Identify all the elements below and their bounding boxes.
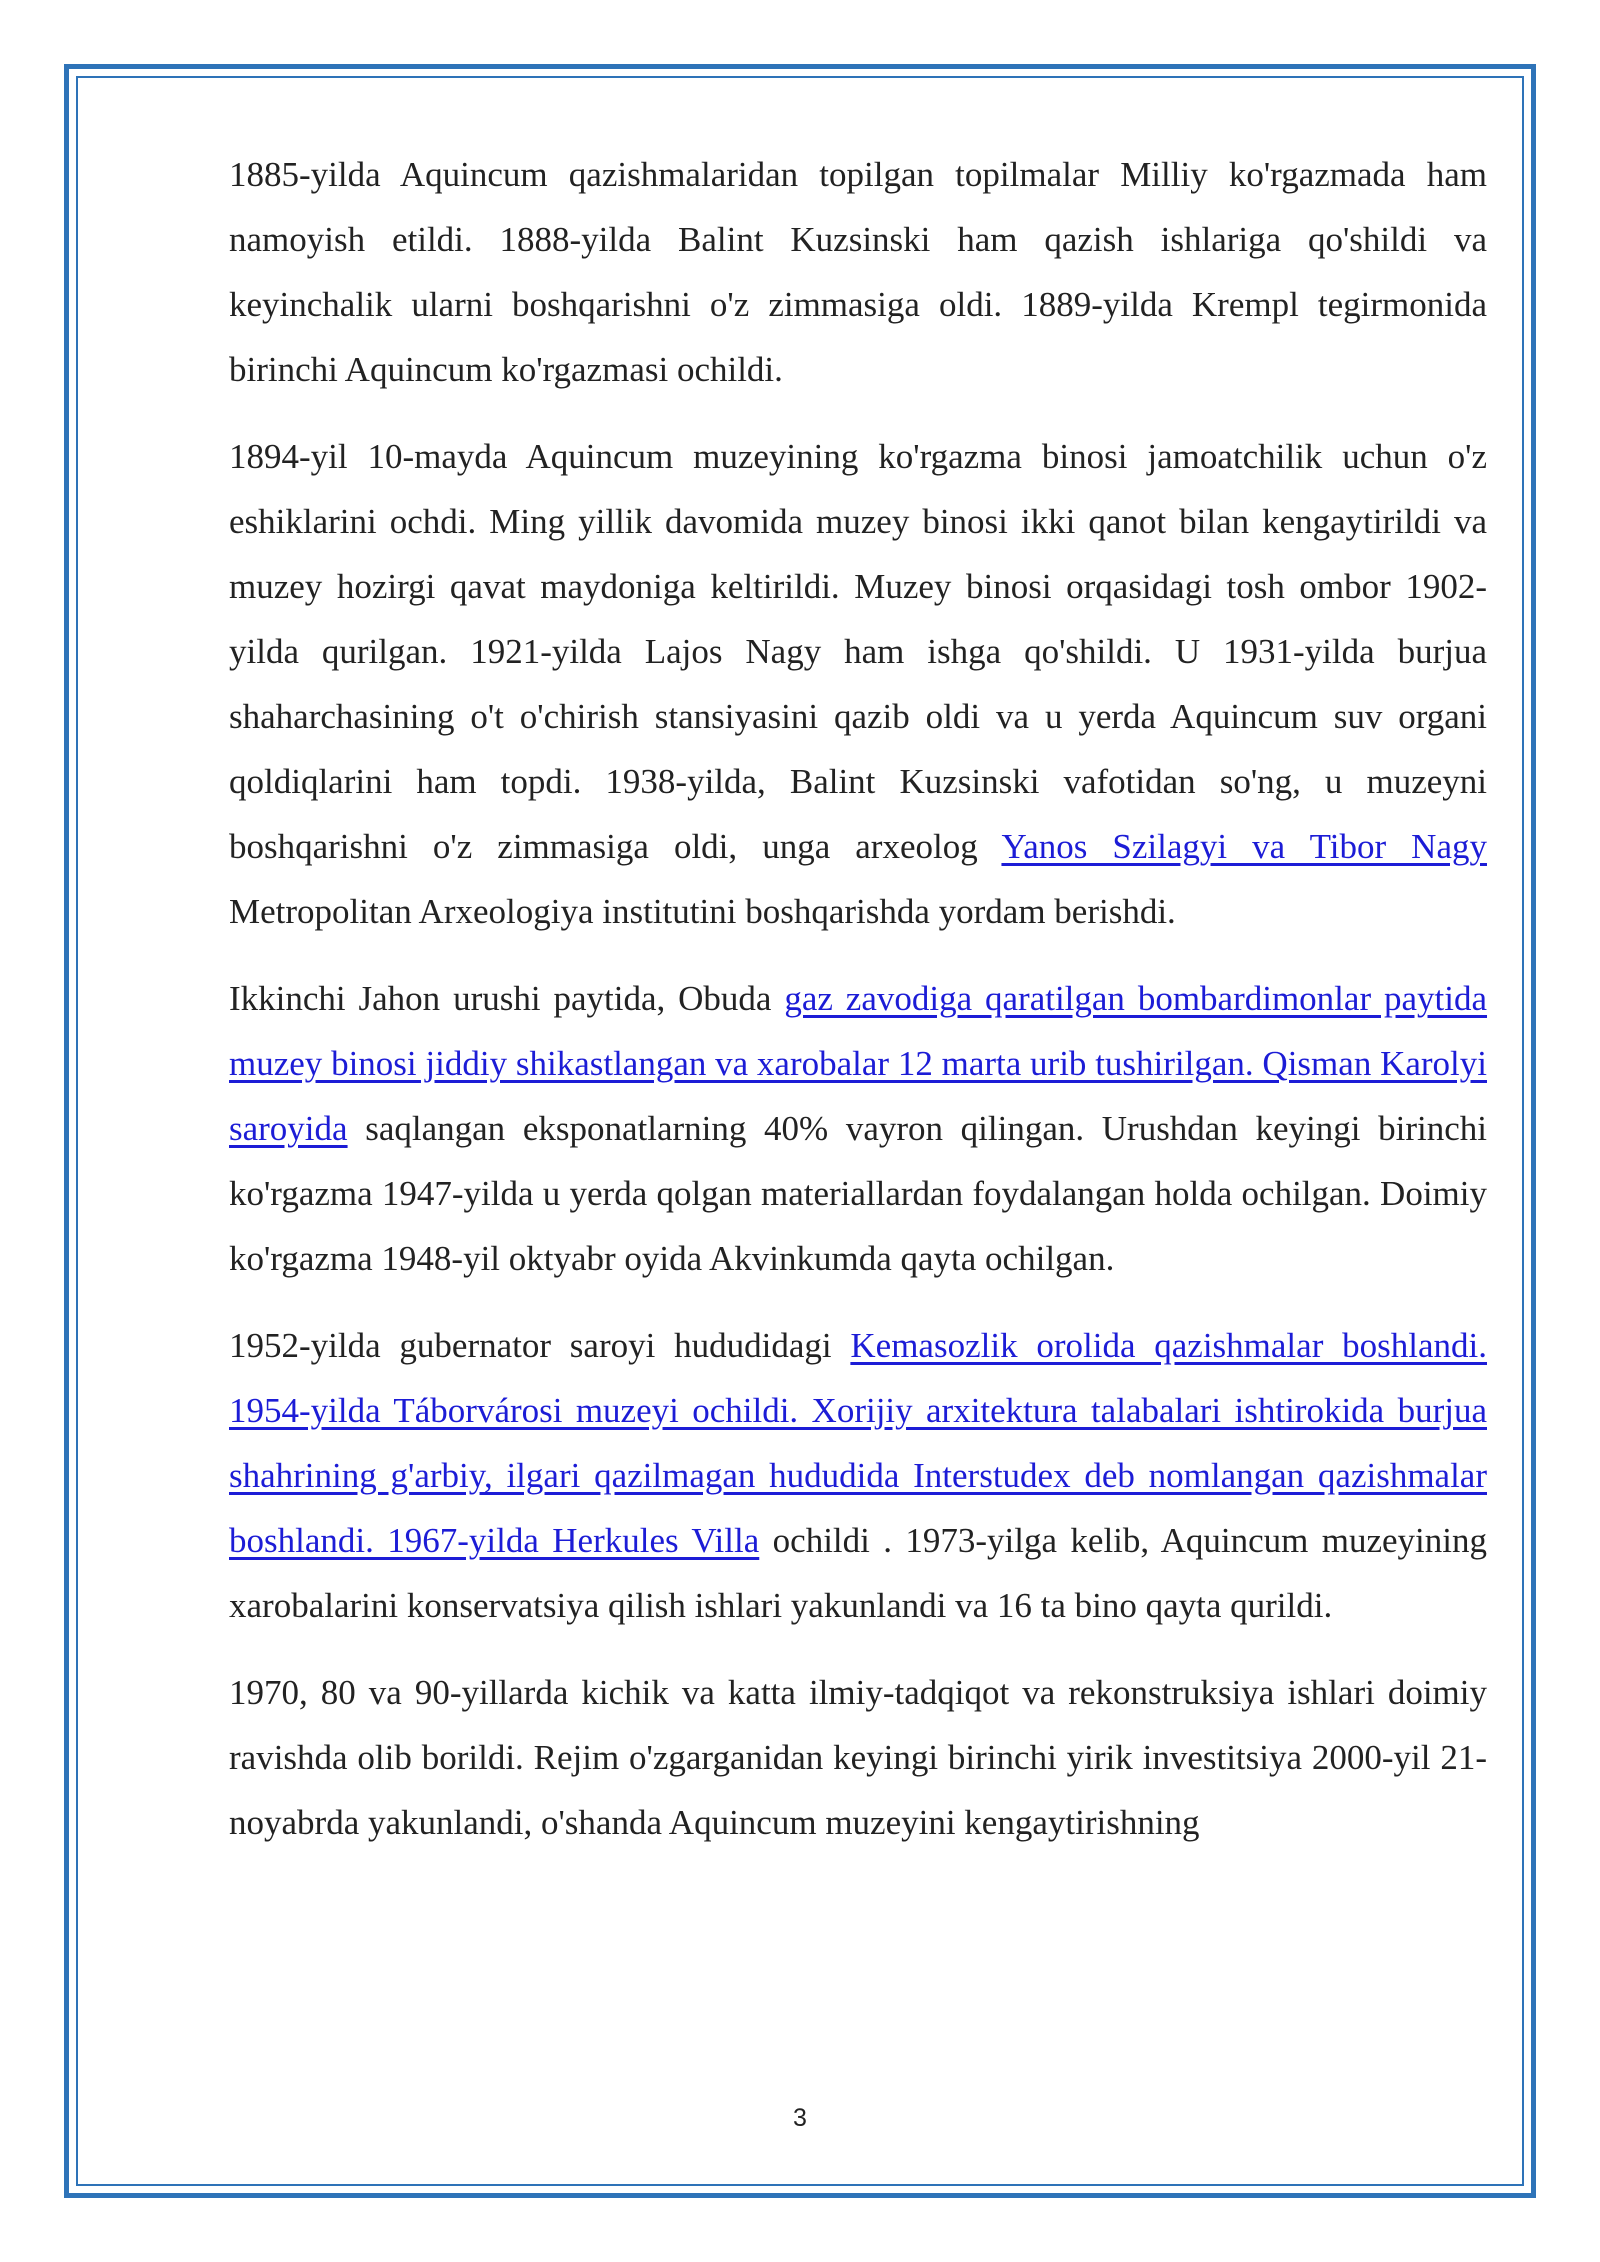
paragraph-text: 1952-yilda gubernator saroyi hududidagi: [229, 1326, 851, 1365]
paragraph-text: saqlangan eksponatlarning 40% vayron qilingan. Urushdan keyingi birinchi ko'rgazma 1947-yilda u yerda qolgan materiallardan foydalangan holda ochilgan. Doimiy ko'rgazma 1948-yil oktyabr oyida Akvinkumda qayta ochilgan.: [229, 1109, 1487, 1278]
paragraph-1885-exhibition: [229, 142, 1487, 402]
paragraph-world-war-two: [229, 966, 1487, 1291]
paragraph-1952-excavations: [229, 1313, 1487, 1638]
paragraph-text: 1894-yil 10-mayda Aquincum muzeyining ko'rgazma binosi jamoatchilik uchun o'z eshiklarini ochdi. Ming yillik davomida muzey binosi ikki qanot bilan kengaytirildi va muzey hozirgi qavat maydoniga keltirildi. Muzey binosi orqasidagi tosh ombor 1902-yilda qurilgan. 1921-yilda Lajos Nagy ham ishga qo'shildi. U 1931-yilda burjua shaharchasining o't o'chirish stansiyasini qazib oldi va u yerda Aquincum suv organi qoldiqlarini ham topdi. 1938-yilda, Balint Kuzsinski vafotidan so'ng, u muzeyni boshqarishni o'z zimmasiga oldi, unga arxeolog: [229, 437, 1487, 866]
paragraph-text: 1885-yilda Aquincum qazishmalaridan topilgan topilmalar Milliy ko'rgazmada ham namoyish etildi. 1888-yilda Balint Kuzsinski ham qazish ishlariga qo'shildi va keyinchalik ularni boshqarishni o'z zimmasiga oldi. 1889-yilda Krempl tegirmonida birinchi Aquincum ko'rgazmasi ochildi.: [229, 155, 1487, 389]
paragraph-text: 1970, 80 va 90-yillarda kichik va katta ilmiy-tadqiqot va rekonstruksiya ishlari doimiy ravishda olib borildi. Rejim o'zgarganidan keyingi birinchi yirik investitsiya 2000-yil 21-noyabrda yakunlandi, o'shanda Aquincum muzeyini kengaytirishning: [229, 1673, 1487, 1842]
paragraph-1894-museum-opening: [229, 424, 1487, 944]
link-yanos-szilagyi-tibor-nagy[interactable]: Yanos Szilagyi va Tibor Nagy: [1001, 827, 1487, 866]
link-shipyard-island-excavations[interactable]: Kemasozlik orolida qazishmalar boshlandi. 1954-yilda Táborvárosi muzeyi ochildi. Xorijiy arxitektura talabalari ishtirokida burjua shahrining g'arbiy, ilgari qazilmagan hududida Interstudex deb nomlangan qazishmalar boshlandi. 1967-yilda Herkules Villa: [229, 1326, 1487, 1560]
paragraph-text: Ikkinchi Jahon urushi paytida, Obuda: [229, 979, 785, 1018]
page-number: 3: [793, 2104, 807, 2132]
document-body: [229, 142, 1487, 1877]
paragraph-text: ochildi . 1973-yilga kelib, Aquincum muzeyining xarobalarini konservatsiya qilish ishlari yakunlandi va 16 ta bino qayta qurildi.: [229, 1521, 1487, 1625]
paragraph-text: Metropolitan Arxeologiya institutini boshqarishda yordam berishdi.: [229, 892, 1176, 931]
paragraph-1970s-research: [229, 1660, 1487, 1855]
link-gas-factory-bombing[interactable]: gaz zavodiga qaratilgan bombardimonlar paytida muzey binosi jiddiy shikastlangan va xarobalar 12 marta urib tushirilgan. Qisman Karolyi saroyida: [229, 979, 1488, 1148]
